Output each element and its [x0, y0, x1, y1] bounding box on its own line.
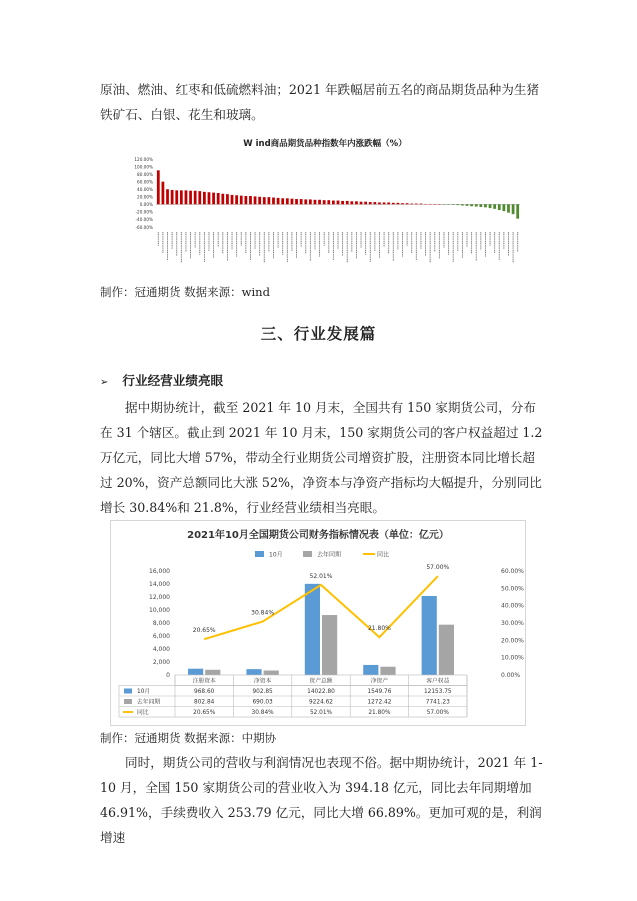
- chart2-y2tick-label: 30.00%: [501, 620, 524, 627]
- chart1-bar: [337, 201, 340, 205]
- chart2-ytick-label: 16,000: [149, 568, 170, 575]
- chart1-bar: [383, 202, 386, 204]
- chart2-data-table: [119, 686, 467, 718]
- chart2-table-cell: 968.60: [194, 689, 215, 695]
- chart2-caption: 制作：冠通期货 数据来源：中期协: [100, 731, 277, 745]
- chart2-table-cell: 20.65%: [193, 710, 216, 716]
- chart2-table-cell: 30.84%: [251, 710, 274, 716]
- chart2-y2tick-label: 60.00%: [501, 568, 524, 575]
- chart1-bar: [392, 203, 395, 205]
- bar-current: [363, 665, 378, 675]
- chart1-bar: [420, 204, 423, 205]
- chart1-bar: [461, 204, 464, 205]
- chart1-bar: [364, 202, 367, 205]
- chart1-bar: [263, 197, 266, 204]
- chart1-bar: [378, 202, 381, 204]
- chart1-bar: [295, 199, 298, 204]
- chart1-bar: [479, 204, 482, 207]
- chart2-table-cell: 1549.76: [367, 689, 392, 695]
- chart1-bar: [166, 189, 169, 204]
- chart1-bar: [281, 198, 284, 204]
- yoy-data-label: 20.65%: [192, 627, 216, 635]
- chart1-bar: [226, 194, 229, 204]
- bar-prev-year: [205, 670, 220, 675]
- chart1-bar: [341, 201, 344, 204]
- chart1-bar: [300, 199, 303, 204]
- chart2-y2tick-label: 0.00%: [501, 672, 521, 679]
- arrow-bullet-icon: ➢: [100, 377, 109, 388]
- legend-label: 10月: [269, 551, 283, 559]
- chart2-category-label: 资产总额: [309, 678, 333, 685]
- paragraph-top: 原油、燃油、红枣和低硫燃料油；2021 年跌幅居前五名的商品期货品种为生猪铁矿石、白银、花生和玻璃。: [100, 82, 540, 122]
- bar-prev-year: [322, 615, 337, 675]
- chart2-table-cell: 7741.23: [425, 699, 450, 706]
- chart1-bar: [268, 197, 271, 204]
- legend-swatch: [255, 551, 264, 557]
- chart1-bar: [244, 196, 247, 204]
- chart1-bar: [194, 191, 197, 205]
- chart1-ytick-label: 20.00%: [137, 194, 153, 200]
- chart1-bar: [410, 204, 413, 205]
- bullet-heading-text: 行业经营业绩亮眼: [122, 373, 224, 388]
- yoy-data-label: 21.80%: [367, 625, 391, 633]
- chart2-table-cell: 690.03: [252, 699, 273, 706]
- chart1-bar: [397, 203, 400, 205]
- chart1-bar: [470, 204, 473, 206]
- chart2-y2tick-label: 50.00%: [501, 585, 524, 593]
- yoy-data-label: 30.84%: [251, 609, 275, 617]
- chart1-ytick-label: -60.00%: [135, 224, 153, 230]
- bar-prev-year: [380, 667, 395, 675]
- bar-prev-year: [264, 671, 279, 675]
- bar-current: [246, 669, 261, 675]
- chart1-bar: [332, 201, 335, 205]
- chart2-table-cell: 902.85: [252, 689, 273, 695]
- chart1-bar: [235, 195, 238, 204]
- chart1-bar: [291, 199, 294, 205]
- chart1-ytick-label: 0.00%: [139, 202, 153, 208]
- chart1-bar: [254, 196, 257, 204]
- chart1-bar: [198, 191, 201, 204]
- chart2-table-row-label: 10月: [137, 689, 151, 695]
- legend-swatch: [303, 551, 312, 557]
- chart2-table-cell: 802.84: [194, 699, 215, 706]
- chart2-y2tick-label: 10.00%: [501, 654, 524, 662]
- chart1-ytick-label: -20.00%: [135, 209, 153, 215]
- chart1-bar: [175, 190, 178, 204]
- chart1-bar: [360, 202, 363, 205]
- chart2-y2tick-label: 20.00%: [501, 637, 524, 645]
- chart1-bar: [456, 204, 459, 205]
- chart1-bar: [516, 204, 519, 218]
- chart1-bar: [258, 197, 261, 205]
- chart2-table-cell: 52.01%: [309, 710, 333, 716]
- paragraph-mid: 据中期协统计，截至 2021 年 10 月末，全国共有 150 家期货公司，分布在 31 个辖区。截止到 2021 年 10 月末，150 家期货公司的客户权益超过 1.2 万亿元，同比大增 57%，带动全行业期货公司增资扩股，注册资本同比增长超过 20%，资产总额同比大涨 52%，净资本与净资产指标均大幅提升，分别同比增长 30.84%和 21.8%，行业经营业绩相当亮眼。: [100, 400, 543, 515]
- chart1-bar: [217, 193, 220, 204]
- chart1-ytick-label: -40.00%: [135, 217, 153, 223]
- chart1-ytick-label: 40.00%: [137, 187, 153, 193]
- chart2-ytick-label: 14,000: [149, 581, 170, 588]
- legend-label: 去年同期: [317, 551, 342, 559]
- legend-label: 同比: [377, 551, 390, 559]
- chart1-bar: [415, 204, 418, 205]
- chart2-category-label: 注册资本: [192, 678, 216, 685]
- bar-current: [305, 584, 320, 675]
- chart1-bar: [185, 190, 188, 204]
- chart1-bar: [512, 204, 515, 214]
- paragraph-bottom: 同时，期货公司的营收与利润情况也表现不俗。据中期协统计，2021 年 1-10 月，全国 150 家期货公司的营业收入为 394.18 亿元，同比去年同期增加 46.91%，手续费收入 253.79 亿元，同比大增 66.89%。更加可观的是，利润增速: [100, 755, 543, 845]
- chart1-title: W ind商品期货品种指数年内涨跌幅（%）: [243, 139, 407, 149]
- bar-prev-year: [439, 625, 454, 675]
- chart1-bar: [355, 201, 358, 204]
- chart2-table-cell: 12153.75: [423, 689, 452, 695]
- chart1-bar: [452, 204, 455, 205]
- chart2-ytick-label: 0: [166, 672, 170, 679]
- chart1-bar: [350, 201, 353, 204]
- chart1-ytick-label: 100.00%: [134, 164, 153, 170]
- chart2-ytick-label: 6,000: [152, 633, 170, 640]
- chart1-ytick-label: 80.00%: [137, 171, 153, 177]
- chart1-bar: [212, 193, 215, 205]
- chart1-ytick-label: 120.00%: [134, 156, 153, 162]
- chart1-bar: [304, 199, 307, 204]
- chart2-title: 2021年10月全国期货公司财务指标情况表（单位：亿元）: [187, 530, 449, 541]
- chart1-bar: [502, 204, 505, 211]
- chart1-bar: [157, 170, 160, 204]
- chart1-bar: [387, 202, 390, 204]
- chart1-bar: [171, 190, 174, 204]
- chart1-bar: [286, 198, 289, 204]
- chart1-bar: [309, 199, 312, 204]
- chart1-bar: [498, 204, 501, 210]
- chart2-ytick-label: 12,000: [149, 594, 170, 601]
- section-title: 三、行业发展篇: [260, 324, 377, 343]
- chart1-bar: [346, 201, 349, 204]
- chart1-bar: [162, 182, 165, 205]
- chart1-bar: [484, 204, 487, 207]
- chart1-bar: [203, 192, 206, 204]
- chart1-bar: [507, 204, 510, 212]
- chart1-bar: [231, 195, 234, 204]
- chart2-category-label: 净资本: [253, 678, 272, 685]
- chart2-table-row-label: 去年同期: [137, 699, 161, 706]
- chart2-ytick-label: 10,000: [149, 607, 170, 614]
- chart2-category-label: 净资产: [370, 678, 389, 685]
- chart2-ytick-label: 4,000: [152, 646, 170, 653]
- chart2-table-key: [124, 689, 132, 694]
- chart1-bar: [249, 196, 252, 204]
- chart1-bar: [189, 191, 192, 205]
- chart1-ytick-label: 60.00%: [137, 179, 153, 185]
- bar-current: [422, 596, 437, 675]
- chart2-table-key: [124, 699, 132, 704]
- chart1-bar: [314, 200, 317, 205]
- chart1-bar: [180, 190, 183, 204]
- chart1-bar: [373, 202, 376, 204]
- chart1-bar: [475, 204, 478, 206]
- chart1-bar: [466, 204, 469, 206]
- chart1-bar: [208, 192, 211, 204]
- chart1-bar: [323, 200, 326, 204]
- chart2-ytick-label: 8,000: [152, 620, 170, 627]
- chart1-bar: [327, 200, 330, 204]
- chart1-bar: [277, 198, 280, 204]
- bullet-heading: [100, 370, 223, 389]
- chart2-ytick-label: 2,000: [152, 659, 170, 666]
- chart2-table-cell: 9224.62: [309, 699, 333, 706]
- chart2-category-label: 客户权益: [426, 678, 450, 685]
- chart2-table-cell: 57.00%: [426, 710, 449, 716]
- chart1-bar: [318, 200, 321, 205]
- yoy-data-label: 52.01%: [309, 572, 333, 580]
- yoy-line: [204, 576, 438, 639]
- chart2-table-row-label: 同比: [137, 710, 149, 716]
- bar-current: [188, 669, 203, 675]
- chart1-bar: [272, 198, 275, 205]
- finance-indicator-chart: [110, 520, 526, 726]
- chart2-table-cell: 21.80%: [368, 710, 391, 716]
- commodity-index-bar-chart: [120, 135, 530, 275]
- chart2-table-cell: 1272.42: [367, 699, 392, 706]
- chart1-bar: [493, 204, 496, 209]
- chart2-y2tick-label: 40.00%: [501, 602, 524, 610]
- chart1-bar: [401, 203, 404, 204]
- chart1-bar: [369, 202, 372, 204]
- chart1-bar: [221, 194, 224, 205]
- chart1-bar: [489, 204, 492, 208]
- chart2-table-cell: 14022.80: [307, 689, 335, 695]
- chart1-caption: 制作：冠通期货 数据来源：wind: [100, 285, 270, 299]
- yoy-data-label: 57.00%: [426, 564, 450, 572]
- chart1-bar: [240, 196, 243, 205]
- chart1-bar: [406, 203, 409, 204]
